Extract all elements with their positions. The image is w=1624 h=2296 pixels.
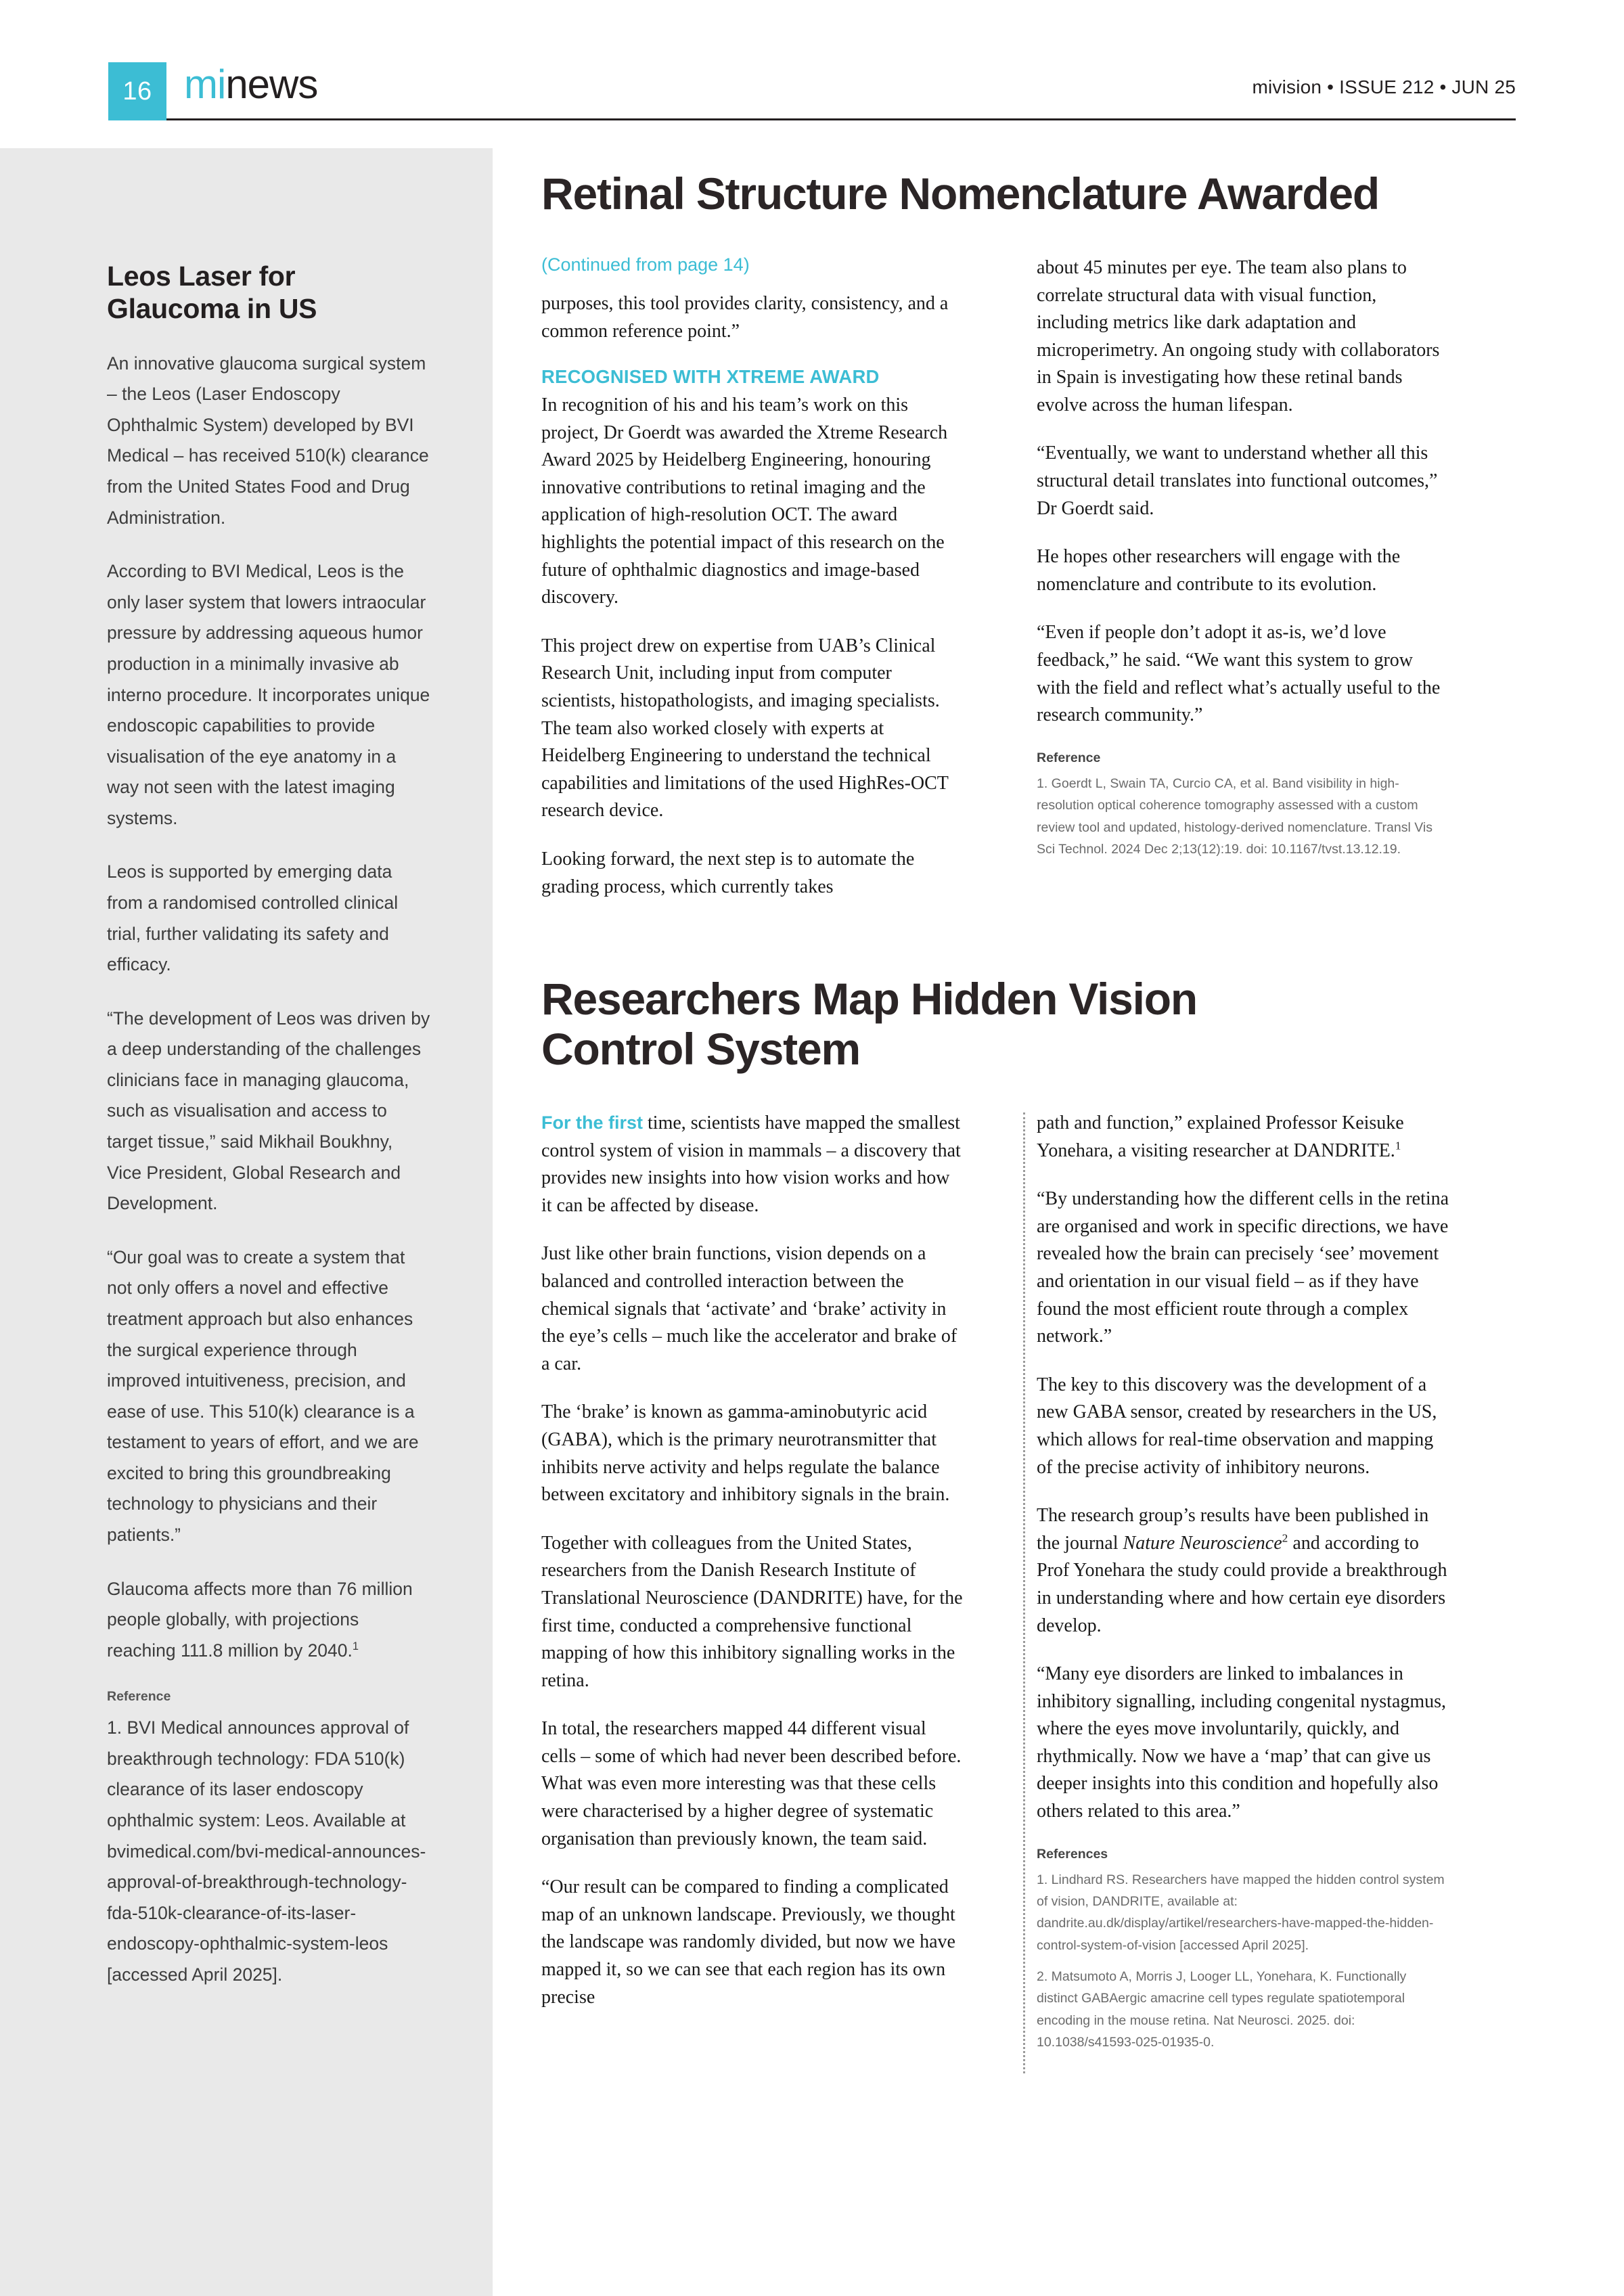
article1-paragraph: Looking forward, the next step is to automate the grading process, which currently takes [541,849,915,897]
article1-paragraph: “Even if people don’t adopt it as-is, we’d love feedback,” he said. “We want this system to grow with the field and reflect what’s actually useful to the research community.” [1037,622,1441,726]
article2-paragraph [1037,1502,1451,1640]
article2-paragraph: Together with colleagues from the United States, researchers from the Danish Research Institute of Translational Neuroscience (DANDRITE) have, for the first time, conducted a comprehensive functional mapping of how this inhibitory signalling works in the retina. [541,1532,963,1691]
article-retinal-structure [541,169,1516,922]
article1-reference-heading: Reference [1037,750,1101,765]
page-number: 16 [122,76,152,106]
sidebar-paragraph: According to BVI Medical, Leos is the only laser system that lowers intraocular pressure by addressing aqueous humor production in a minimally invasive ab interno procedure. It incorporates unique endoscopic capabilities to provide visualisation of the eye anatomy in a way not seen with the latest imaging systems. [107,561,430,828]
sidebar-paragraph: “The development of Leos was driven by a deep understanding of the challenges clinicians face in managing glaucoma, such as visualisation and access to target tissue,” said Mikhail Boukhny, Vice President, Global Research and Development. [107,1008,430,1214]
page-number-badge [108,62,166,120]
continued-from-note: (Continued from page 14) [541,254,750,275]
article2-paragraph: Just like other brain functions, vision depends on a balanced and controlled interaction between the chemical signals that ‘activate’ and ‘brake’ activity in the eye’s cells – much like the accelerator and brake of a car. [541,1243,957,1374]
article2-right-column [996,1110,1451,2063]
article1-paragraph: about 45 minutes per eye. The team also plans to correlate structural data with visual function, including metrics like dark adaptation and microperimetry. An ongoing study with collaborators in Spain is investigating how these retinal bands evolve across the human lifespan. [1037,256,1440,415]
article1-paragraph: He hopes other researchers will engage with the nomenclature and contribute to its evolution. [1037,546,1401,595]
article2-headline: Researchers Map Hidden Vision Control System [541,974,1197,1075]
article1-headline: Retinal Structure Nomenclature Awarded [541,168,1380,219]
sidebar-reference-heading: Reference [107,1689,171,1705]
issue-info: mivision • ISSUE 212 • JUN 25 [1252,76,1516,97]
article1-left-column [541,254,996,922]
sidebar-paragraph: “Our goal was to create a system that not only offers a novel and effective treatment approach but also enhances the surgical experience through improved intuitiveness, precision, and ease of use. This 510(k) clearance is a testament to years of effort, and we are excited to bring this groundbreaking technology to physicians and their patients.” [107,1246,419,1545]
article2-paragraph: “Our result can be compared to finding a complicated map of an unknown landscape. Previously, we thought the landscape was randomly divided, but now we have mapped it, so we can see that each region has its own precise [541,1876,955,2008]
sidebar-panel [0,148,493,2296]
article2-reference-entry: 2. Matsumoto A, Morris J, Looger LL, Yonehara, K. Functionally distinct GABAergic amacrine cell types regulate spatiotemporal encoding in the mouse retina. Nat Neurosci. 2025. doi: 10.1038/s41593-025-01935-0. [1037,1969,1407,2050]
article1-subheading: RECOGNISED WITH XTREME AWARD [541,366,880,388]
footnote-marker-1: 1 [1395,1139,1401,1152]
article2-lead-in: For the first [541,1112,644,1133]
article2-paragraph: The ‘brake’ is known as gamma-aminobutyric acid (GABA), which is the primary neurotransmitter that inhibits nerve activity and helps regulate the balance between excitatory and inhibitory signals in the brain. [541,1401,950,1506]
article2-reference-entry: 1. Lindhard RS. Researchers have mapped the hidden control system of vision, DANDRITE, available at: dandrite.au.dk/display/artikel/researchers-have-mapped-the-hidden-control-system-of-vision [accessed April 2025]. [1037,1872,1445,1953]
article1-paragraph: This project drew on expertise from UAB’s Clinical Research Unit, including input from computer scientists, histopathologists, and imaging specialists. The team also worked closely with experts at Heidelberg Engineering to understand the technical capabilities and limitations of the used HighRes-OCT research device. [541,635,949,821]
article1-right-column [996,254,1451,922]
logo-suffix: news [225,62,318,107]
sidebar-reference-entry: 1. BVI Medical announces approval of breakthrough technology: FDA 510(k) clearance of its laser endoscopy ophthalmic system: Leos. Available at bvimedical.com/bvi-medical-announces-approval-of-breakthrough-technology-fda-510k-clearance-of-its-laser-endoscopy-ophthalmic-system-leos [accessed April 2025]. [107,1717,426,1985]
sidebar-stat-footnote-marker: 1 [352,1640,359,1652]
article2-references-heading: References [1037,1846,1108,1862]
article2-left-column [541,1110,996,2063]
logo-prefix: mi [184,62,226,107]
article2-quote-text: path and function,” explained Professor Keisuke Yonehara, a visiting researcher at DANDRITE. [1037,1112,1404,1161]
main-content-area [541,169,1516,2063]
article2-lead-paragraph [541,1110,964,1219]
article1-paragraph: “Eventually, we want to understand whether all this structural detail translates into functional outcomes,” Dr Goerdt said. [1037,443,1438,519]
article2-lead-rest: time, scientists have mapped the smallest control system of vision in mammals – a discovery that provides new insights into how vision works and how it can be affected by disease. [541,1112,961,1216]
publication-logo [184,61,317,108]
article2-paragraph: “By understanding how the different cells in the retina are organised and work in specific directions, we have revealed how the brain can precisely ‘see’ movement and orientation in our visual field – as if they have found the most efficient route through a complex network.” [1037,1188,1449,1347]
article2-paragraph: “Many eye disorders are linked to imbalances in inhibitory signalling, including congenital nystagmus, where the eyes move involuntarily, quickly, and rhythmically. Now we have a ‘map’ that can give us deeper insights into this condition and hopefully also others related to this area.” [1037,1663,1447,1822]
sidebar-paragraph: An innovative glaucoma surgical system – the Leos (Laser Endoscopy Ophthalmic System) developed by BVI Medical – has received 510(k) clearance from the United States Food and Drug Administration. [107,353,429,528]
header-divider-rule [166,118,1516,120]
para4-before: The research group’s results have been published in the journal [1037,1505,1429,1554]
para4-after: and according to Prof Yonehara the study could provide a breakthrough in understanding where and how certain eye disorders develop. [1037,1532,1447,1636]
footnote-marker-2: 2 [1282,1531,1288,1545]
article1-paragraph: In recognition of his and his team’s work on this project, Dr Goerdt was awarded the Xtreme Research Award 2025 by Heidelberg Engineering, honouring innovative contributions to retinal imaging and the application of high-resolution OCT. The award highlights the potential impact of this research on the future of ophthalmic diagnostics and image-based discovery. [541,395,948,608]
article2-columns [541,1110,1516,2063]
article2-paragraph: The key to this discovery was the development of a new GABA sensor, created by researchers in the US, which allows for real-time observation and mapping of the precise activity of inhibitory neurons. [1037,1374,1437,1478]
article2-paragraph [1037,1110,1451,1165]
article1-columns [541,254,1516,922]
article2-column-divider [1023,1112,1025,2073]
article2-paragraph: In total, the researchers mapped 44 different visual cells – some of which had never been described before. What was even more interesting was that these cells were characterised by a higher degree of systematic organisation than previously known, the team said. [541,1718,962,1849]
sidebar-stat-text: Glaucoma affects more than 76 million people globally, with projections reaching 111.8 million by 2040. [107,1578,413,1661]
sidebar-paragraph: Leos is supported by emerging data from a randomised controlled clinical trial, further validating its safety and efficacy. [107,861,399,975]
sidebar-article-title: Leos Laser for Glaucoma in US [107,261,317,325]
article1-reference-entry: 1. Goerdt L, Swain TA, Curcio CA, et al. Band visibility in high-resolution optical coherence tomography assessed with a custom review tool and updated, histology-derived nomenclature. Transl Vis Sci Technol. 2024 Dec 2;13(12):19. doi: 10.1167/tvst.13.12.19. [1037,775,1433,857]
sidebar-content [107,260,432,2014]
journal-name: Nature Neuroscience [1123,1532,1282,1554]
article1-paragraph: purposes, this tool provides clarity, consistency, and a common reference point.” [541,292,949,342]
page-masthead [0,0,1624,116]
sidebar-stat-paragraph [107,1574,432,1667]
article-vision-control [541,974,1516,2063]
